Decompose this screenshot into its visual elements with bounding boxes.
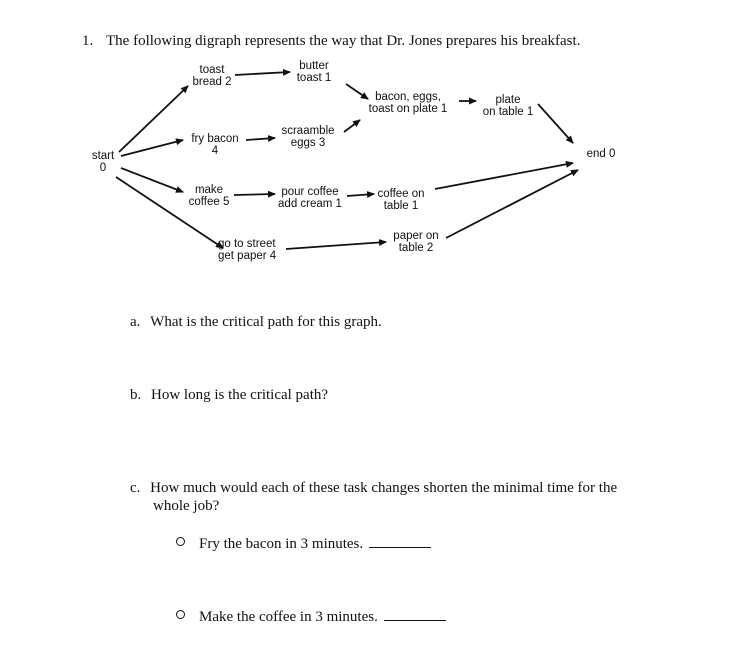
question-number: 1. xyxy=(82,33,94,49)
node-coffee-on-table: coffee on table 1 xyxy=(377,188,425,212)
part-a-text: What is the critical path for this graph. xyxy=(150,314,382,330)
answer-blank-make-coffee[interactable] xyxy=(384,609,446,621)
node-start: start 0 xyxy=(91,150,115,174)
node-bacon-eggs-toast-plate: bacon, eggs, toast on plate 1 xyxy=(368,91,448,115)
part-c-label: c. xyxy=(130,480,141,496)
node-make-coffee: make coffee 5 xyxy=(188,184,230,208)
part-b xyxy=(130,386,328,405)
bullet-circle-icon xyxy=(176,537,185,546)
bullet-circle-icon xyxy=(176,610,185,619)
node-end: end 0 xyxy=(586,148,616,160)
part-c xyxy=(130,479,617,498)
node-pour-coffee: pour coffee add cream 1 xyxy=(278,186,342,210)
node-paper-on-table: paper on table 2 xyxy=(393,230,439,254)
part-c-item-text: Make the coffee in 3 minutes. xyxy=(199,609,378,625)
part-b-label: b. xyxy=(130,387,142,403)
edge-toast-butter xyxy=(235,72,290,75)
edge-scramble-plate xyxy=(344,120,360,132)
edge-street-paper xyxy=(286,242,386,249)
edge-pour-coffee-table xyxy=(347,194,374,196)
edge-paper-end xyxy=(446,170,578,238)
node-go-to-street: go to street get paper 4 xyxy=(218,238,277,262)
node-scramble-eggs: scraamble eggs 3 xyxy=(281,125,335,149)
part-a xyxy=(130,313,382,332)
part-b-text: How long is the critical path? xyxy=(151,387,329,403)
edge-table-end xyxy=(538,104,573,143)
part-c-text-line1: How much would each of these task changes shorten the minimal time for the xyxy=(150,480,618,496)
answer-blank-fry-bacon[interactable] xyxy=(369,536,431,548)
part-a-label: a. xyxy=(130,314,141,330)
node-butter-toast: butter toast 1 xyxy=(296,60,332,84)
node-plate-on-table: plate on table 1 xyxy=(482,94,534,118)
node-toast-bread: toast bread 2 xyxy=(192,64,232,88)
edge-start-coffee xyxy=(121,168,183,192)
part-c-item-make-coffee xyxy=(176,608,446,627)
edge-coffee-table-end xyxy=(435,163,573,189)
part-c-text-line2: whole job? xyxy=(153,498,220,514)
edge-make-pour xyxy=(234,194,275,195)
part-c-item-fry-bacon xyxy=(176,535,431,554)
edge-bacon-scramble xyxy=(246,138,275,140)
part-c-item-text: Fry the bacon in 3 minutes. xyxy=(199,536,364,552)
question-intro: The following digraph represents the way that Dr. Jones prepares his breakfast. xyxy=(106,33,581,49)
node-fry-bacon: fry bacon 4 xyxy=(191,133,239,157)
